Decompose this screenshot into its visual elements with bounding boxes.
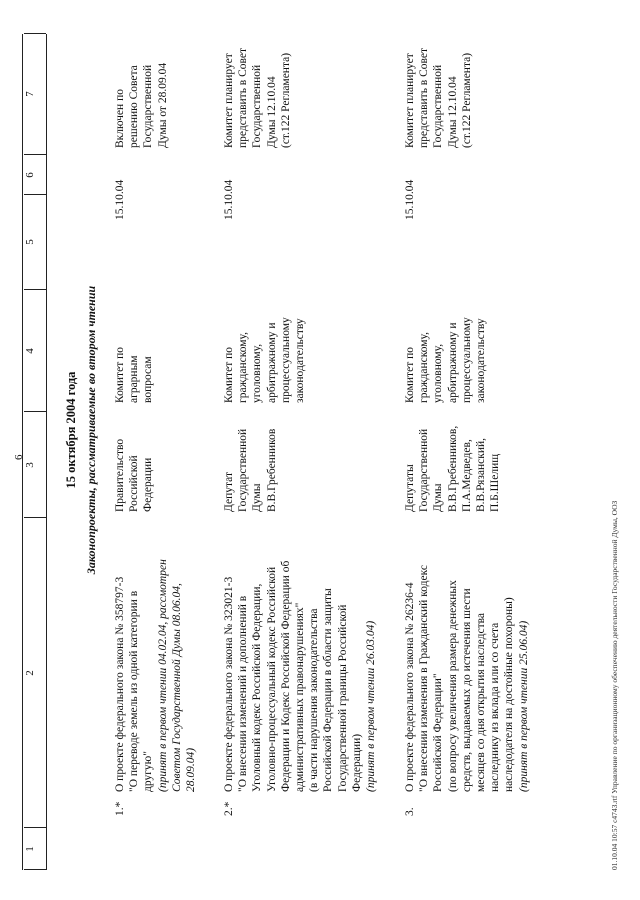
review-date: 15.10.04 bbox=[223, 179, 235, 220]
title-line: "О внесении изменений и дополнений в bbox=[237, 595, 250, 792]
remark-line: Думы 12.10.04 bbox=[446, 76, 459, 148]
column-header-6: 6 bbox=[24, 172, 36, 178]
title-line: наследодателя на достойные похороны) bbox=[503, 597, 516, 792]
committee bbox=[113, 308, 156, 403]
date-title: 15 октября 2004 года bbox=[64, 371, 78, 489]
initiator-line: Депутаты bbox=[404, 464, 416, 512]
committee-line: процессуальному bbox=[460, 317, 473, 403]
committee-line: Комитет по bbox=[404, 347, 416, 403]
col-separator bbox=[24, 194, 46, 195]
col-separator bbox=[24, 411, 46, 412]
title-line: (по вопросу увеличения размера денежных bbox=[446, 580, 459, 792]
remark bbox=[113, 53, 170, 148]
remark-line: Думы 12.10.04 bbox=[265, 76, 278, 148]
remark-line: представить в Совет bbox=[418, 47, 431, 148]
row-number: 3. bbox=[404, 807, 416, 816]
remark-line: Государственной bbox=[251, 64, 264, 148]
col-separator bbox=[24, 289, 46, 290]
title-line: О проекте федерального закона № 358797-3 bbox=[114, 576, 126, 792]
committee-line: уголовному, bbox=[251, 343, 264, 403]
initiator-line: Государственной bbox=[237, 428, 250, 512]
remark-line: (ст.122 Регламента) bbox=[279, 52, 292, 148]
col-separator bbox=[24, 827, 46, 828]
header-top-rule bbox=[22, 34, 23, 870]
title-line: (в части нарушения законодательства bbox=[308, 608, 321, 792]
committee-line: законодательству bbox=[294, 318, 307, 403]
remark-line: Комитет планирует bbox=[404, 53, 416, 148]
committee bbox=[403, 308, 488, 403]
remark-line: Государственной bbox=[142, 64, 155, 148]
initiator-line: Правительство bbox=[114, 438, 126, 512]
title-line: другую" bbox=[142, 751, 155, 792]
initiator-line: П.А.Медведев, bbox=[460, 439, 473, 512]
bill-description bbox=[403, 482, 531, 792]
page-number: 6 bbox=[13, 454, 25, 460]
col-separator bbox=[24, 33, 46, 34]
initiator-line: Федерации bbox=[142, 457, 155, 512]
initiator-line: В.В.Рязанский, bbox=[475, 437, 488, 512]
bill-description bbox=[222, 482, 378, 792]
committee-line: вопросам bbox=[142, 356, 155, 403]
column-header-3: 3 bbox=[24, 462, 36, 468]
title-line: Государственной границы Российской bbox=[336, 604, 349, 792]
title-line: О проекте федерального закона № 26236-4 bbox=[404, 582, 416, 792]
title-line: "О внесении изменения в Гражданский кодекс bbox=[418, 565, 431, 792]
title-line: наследнику из вклада или со счета bbox=[489, 622, 502, 792]
note-line: Советом Государственной Думы 08.06.04, bbox=[170, 583, 183, 792]
col-separator bbox=[24, 154, 46, 155]
remark-line: Включен по bbox=[114, 89, 126, 148]
title-line: Уголовно-процессуальный кодекс Российской bbox=[265, 566, 278, 792]
column-header-2: 2 bbox=[24, 670, 36, 676]
column-header-4: 4 bbox=[24, 348, 36, 354]
note-line: (принят в первом чтении 25.06.04) bbox=[517, 620, 530, 792]
title-line: административных правонарушениях" bbox=[294, 602, 307, 792]
initiator-line: Депутат bbox=[223, 472, 235, 512]
title-line: средств, выдаваемых до истечения шести bbox=[460, 588, 473, 792]
review-date: 15.10.04 bbox=[114, 179, 126, 220]
committee-line: процессуальному bbox=[279, 317, 292, 403]
note-line: (принят в первом чтении 26.03.04) bbox=[365, 620, 378, 792]
col-separator bbox=[24, 517, 46, 518]
remark bbox=[222, 47, 293, 148]
title-line: Уголовный кодекс Российской Федерации, bbox=[251, 583, 264, 792]
committee-line: уголовному, bbox=[432, 343, 445, 403]
initiator-line: В.В.Гребенников, bbox=[446, 425, 459, 512]
footer-note: 01.10.04 10:57 c4743.rtf Управление по организационному обеспечению деятельности Государственной Думы, ООЗ bbox=[610, 500, 619, 870]
committee-line: законодательству bbox=[475, 318, 488, 403]
committee-line: Комитет по bbox=[223, 347, 235, 403]
remark-line: Государственной bbox=[432, 64, 445, 148]
title-line: О проекте федерального закона № 323021-3 bbox=[223, 576, 235, 792]
committee-line: гражданскому, bbox=[418, 331, 431, 403]
committee-line: гражданскому, bbox=[237, 331, 250, 403]
initiator-line: Российской bbox=[128, 455, 141, 512]
initiator bbox=[113, 407, 156, 512]
section-title: Законопроекты, рассматриваемые во втором чтении bbox=[84, 285, 98, 575]
committee-line: Комитет по bbox=[114, 347, 126, 403]
initiator-line: Думы bbox=[251, 483, 264, 512]
col-separator bbox=[24, 869, 46, 870]
row-number: 1.* bbox=[114, 801, 126, 816]
committee-line: арбитражному и bbox=[265, 322, 278, 403]
remark-line: (ст.122 Регламента) bbox=[460, 52, 473, 148]
title-line: Федерации и Кодекс Российской Федерации об bbox=[279, 560, 292, 792]
review-date: 15.10.04 bbox=[404, 179, 416, 220]
remark-line: представить в Совет bbox=[237, 47, 250, 148]
title-line: Российской Федерации в области защиты bbox=[322, 588, 335, 792]
remark-line: Комитет планирует bbox=[223, 53, 235, 148]
committee-line: арбитражному и bbox=[446, 322, 459, 403]
initiator-line: П.Б.Шелищ bbox=[489, 453, 502, 512]
remark-line: решению Совета bbox=[128, 65, 141, 148]
title-line: Федерации) bbox=[350, 733, 363, 792]
initiator bbox=[222, 407, 279, 512]
title-line: месяцев со дня открытия наследства bbox=[475, 613, 488, 792]
title-line: "О переводе земель из одной категории в bbox=[128, 590, 141, 792]
note-line: 28.09.04) bbox=[185, 747, 198, 792]
initiator bbox=[403, 407, 502, 512]
initiator-line: В.В.Гребенников bbox=[265, 428, 278, 512]
initiator-line: Думы bbox=[432, 483, 445, 512]
note-line: (принят в первом чтении 04.02.04, рассмотрен bbox=[156, 559, 169, 792]
title-line: Российской Федерации" bbox=[432, 673, 445, 792]
committee-line: аграрным bbox=[128, 355, 141, 403]
header-bottom-rule bbox=[46, 34, 47, 870]
row-number: 2.* bbox=[223, 801, 235, 816]
remark bbox=[403, 47, 474, 148]
initiator-line: Государственной bbox=[418, 428, 431, 512]
column-header-5: 5 bbox=[24, 239, 36, 245]
column-header-7: 7 bbox=[24, 91, 36, 97]
remark-line: Думы от 28.09.04 bbox=[156, 62, 169, 148]
column-header-1: 1 bbox=[24, 846, 36, 852]
committee bbox=[222, 308, 307, 403]
bill-description bbox=[113, 482, 198, 792]
